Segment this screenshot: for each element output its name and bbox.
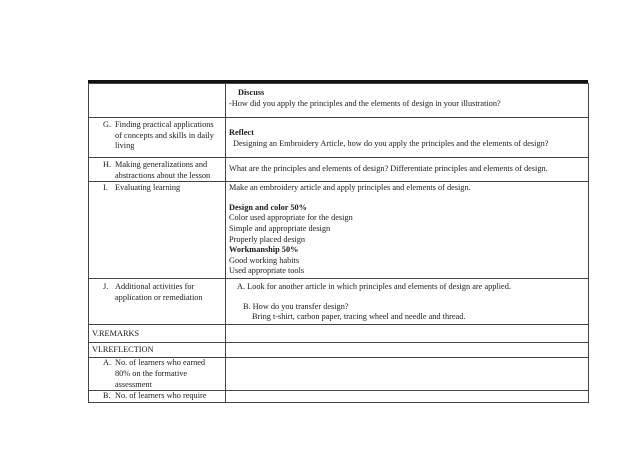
criteria-item: Simple and appropriate design — [229, 223, 331, 233]
criteria-heading: Design and color 50% — [229, 202, 307, 212]
row-label: Additional activities for application or remediation — [115, 281, 203, 302]
activity-item-b: B. How do you transfer design? — [243, 301, 349, 311]
criteria-item: Good working habits — [229, 255, 300, 265]
table-row — [89, 158, 589, 182]
row-label: No. of learners who earned 80% on the formative assessment — [115, 358, 206, 389]
reflection-label: VI.REFLECTION — [92, 344, 154, 354]
row-marker: J. — [103, 281, 109, 291]
empty-cell — [226, 358, 589, 391]
activity-item-a: A. Look for another article in which principles and elements of design are applied. — [237, 281, 511, 291]
row-marker: B. — [103, 391, 111, 401]
table-row — [89, 324, 589, 342]
row-marker: G. — [103, 120, 112, 129]
criteria-item: Used appropriate tools — [229, 266, 305, 276]
table-row — [89, 182, 589, 279]
row-label: Making generalizations and abstractions about the lesson — [115, 160, 211, 180]
row-label: Finding practical applications of concepts and skills in daily living — [115, 120, 214, 151]
reflect-heading: Reflect — [229, 128, 254, 137]
table-row — [89, 342, 589, 358]
table-row — [89, 118, 589, 158]
empty-cell — [226, 324, 589, 342]
generalization-text: What are the principles and elements of design? Differentiate principles and elements of design. — [229, 164, 548, 173]
row-marker: H. — [103, 160, 112, 169]
table-row — [89, 358, 589, 391]
row-marker: A. — [103, 358, 112, 368]
row-label-cell — [89, 391, 226, 403]
row-label: No. of learners who require — [115, 391, 207, 401]
row-label-cell — [89, 278, 226, 324]
evaluation-cell — [226, 182, 589, 279]
criteria-item: Properly placed design — [229, 234, 306, 244]
activity-item-b-answer: Bring t-shirt, carbon paper, tracing wheel and needle and thread. — [252, 312, 466, 322]
empty-cell — [89, 84, 226, 118]
table-row — [89, 278, 589, 324]
discuss-cell — [226, 84, 589, 118]
empty-cell — [226, 391, 589, 403]
remarks-label-cell — [89, 324, 226, 342]
row-marker: I. — [103, 183, 108, 193]
discuss-text: -How did you apply the principles and the elements of design in your illustration? — [229, 98, 501, 108]
row-label: Evaluating learning — [115, 183, 181, 193]
criteria-heading: Workmanship 50% — [229, 245, 299, 255]
row-label-cell — [89, 158, 226, 182]
row-label-cell — [89, 118, 226, 158]
evaluation-intro: Make an embroidery article and apply principles and elements of design. — [229, 183, 471, 193]
activities-cell — [226, 278, 589, 324]
discuss-heading: Discuss — [238, 88, 265, 97]
remarks-label: V.REMARKS — [92, 328, 140, 338]
generalization-cell — [226, 158, 589, 182]
table-row — [89, 391, 589, 403]
empty-cell — [226, 342, 589, 358]
row-label-cell — [89, 358, 226, 391]
lesson-plan-table — [88, 83, 589, 403]
row-label-cell — [89, 182, 226, 279]
table-row — [89, 84, 589, 118]
criteria-item: Color used appropriate for the design — [229, 213, 353, 223]
reflection-label-cell — [89, 342, 226, 358]
reflect-cell — [226, 118, 589, 158]
reflect-text: Designing an Embroidery Article, how do you apply the principles and the elements of design? — [233, 138, 549, 148]
